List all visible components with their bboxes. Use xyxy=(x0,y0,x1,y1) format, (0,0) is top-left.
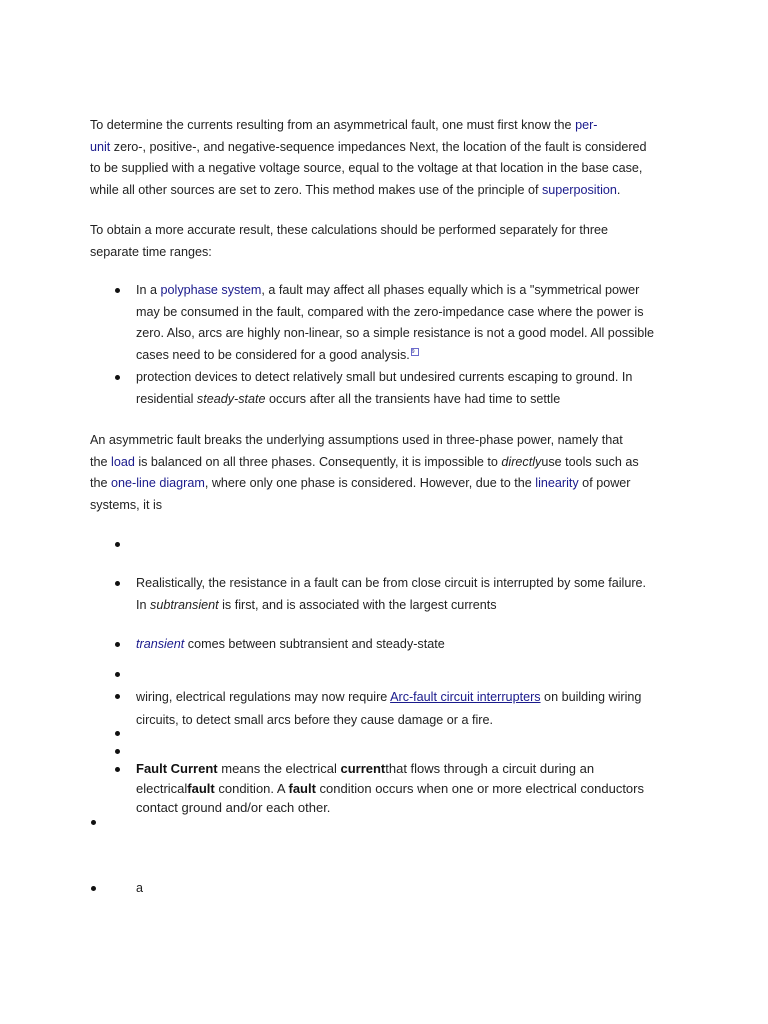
list-item-polyphase: In a polyphase system, a fault may affect all phases equally which is a "symmetrical power may be consumed in the fault, compared with the zero-impedance case where the power is zero. Also, arcs are highly non-linear, so a simple resistance is not a good model. All possible cases need to be considered for a good analysis. 9 xyxy=(136,283,655,362)
load-link[interactable]: load xyxy=(111,454,135,469)
list-item-fault-current: Fault Current means the electrical currentthat flows through a circuit during an electricalfault condition. A fault condition occurs when one or more electrical conductors contact ground and/or each other. xyxy=(136,761,644,815)
list-item-transient: transient comes between subtransient and steady-state xyxy=(136,637,445,651)
bullet-icon xyxy=(115,731,120,736)
bullet-icon xyxy=(115,581,120,586)
linearity-link[interactable]: linearity xyxy=(535,476,579,491)
list-item-realistically: Realistically, the resistance in a fault can be from close circuit is interrupted by some failure. In subtransient is first, and is associated with the largest currents xyxy=(136,576,647,612)
paragraph-time-ranges xyxy=(90,220,690,263)
bullet-icon xyxy=(115,375,120,380)
text-line: separate time ranges: xyxy=(90,244,212,259)
per-unit-link[interactable]: per- xyxy=(575,118,598,132)
bullet-icon xyxy=(115,672,120,677)
bullet-icon xyxy=(115,694,120,699)
polyphase-system-link[interactable]: polyphase system xyxy=(160,283,262,297)
paragraph-asymmetrical-fault-intro xyxy=(90,115,690,201)
bullet-icon xyxy=(115,642,120,647)
bullet-icon xyxy=(91,886,96,891)
superposition-link[interactable]: superposition xyxy=(541,182,617,197)
list-item-protection-devices: protection devices to detect relatively small but undesired currents escaping to ground. In residential steady-state occurs after all the transients have had time to settle xyxy=(136,370,633,406)
bullet-icon xyxy=(91,820,96,825)
bullet-icon xyxy=(115,767,120,772)
list-item-wiring: wiring, electrical regulations may now require Arc-fault circuit interrupters on building wiring circuits, to detect small arcs before they cause damage or a fire. xyxy=(136,690,642,727)
text-line: while all other sources are set to zero. This method makes use of the principle of superposition. xyxy=(90,182,621,197)
reference-link[interactable]: 9 xyxy=(411,348,419,356)
bullet-icon xyxy=(115,288,120,293)
text-line: To determine the currents resulting from an asymmetrical fault, one must first know the per- xyxy=(90,118,598,132)
one-line-diagram-link[interactable]: one-line diagram xyxy=(111,476,205,491)
arc-fault-interrupters-link[interactable]: Arc-fault circuit interrupters xyxy=(390,690,541,704)
bullet-icon xyxy=(115,542,120,547)
text-line: unit zero-, positive-, and negative-sequence impedances Next, the location of the fault is considered xyxy=(90,139,647,154)
bullet-icon xyxy=(115,749,120,754)
paragraph-asymmetric-fault: An asymmetric fault breaks the underlying assumptions used in three-phase power, namely that the load is balanced on all three phases. Consequently, it is impossible to directlyuse tools such as the one-line diagram, where only one phase is considered. However, due to the linearity of power systems, it is xyxy=(90,433,639,512)
text-line: To obtain a more accurate result, these calculations should be performed separately for three xyxy=(90,223,609,237)
per-unit-link-continued[interactable]: unit xyxy=(90,139,111,154)
transient-link[interactable]: transient xyxy=(136,637,185,651)
text-line: to be supplied with a negative voltage source, equal to the voltage at that location in the base case, xyxy=(90,161,643,176)
list-item-a: a xyxy=(136,881,144,895)
